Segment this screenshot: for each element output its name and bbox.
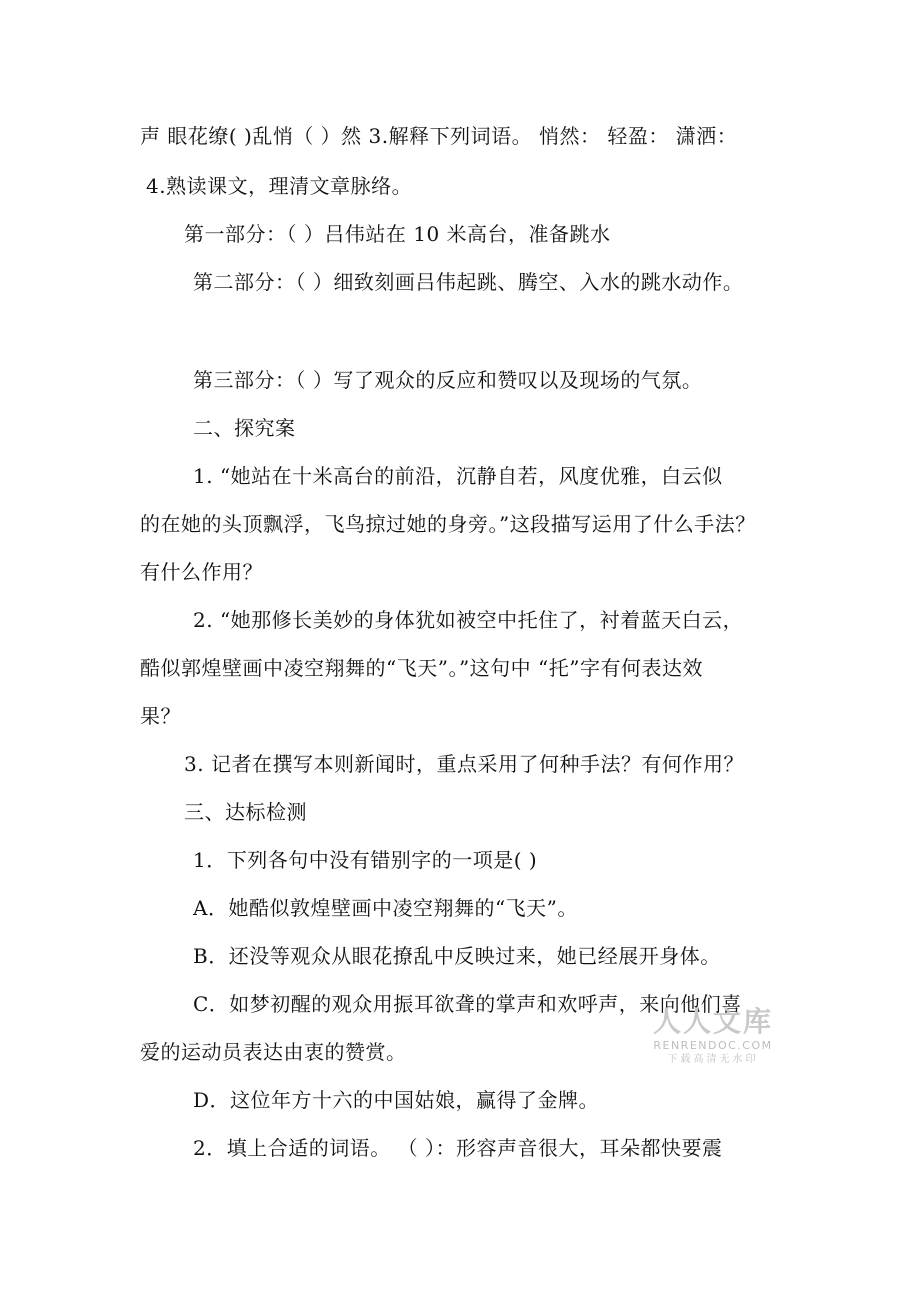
- text-line: 1．下列各句中没有错别字的一项是( ): [193, 848, 538, 872]
- section-heading: 二、探究案: [193, 416, 296, 440]
- text-line: 第二部分：（ ）细致刻画吕伟起跳、腾空、入水的跳水动作。: [193, 270, 744, 294]
- text-line: 3. 记者在撰写本则新闻时，重点采用了何种手法？有何作用？: [184, 752, 744, 776]
- watermark-logo: [648, 1005, 778, 1067]
- text-line: 爱的运动员表达由衷的赞赏。: [140, 1040, 407, 1064]
- text-line: 酷似郭煌壁画中凌空翔舞的“飞天”。”这句中 “托”字有何表达效: [140, 656, 703, 680]
- text-line: 2. “她那修长美妙的身体犹如被空中托住了，衬着蓝天白云，: [193, 608, 744, 632]
- watermark-title: 人人文库: [652, 1005, 773, 1038]
- text-line: A．她酷似敦煌壁画中凌空翔舞的“飞天”。: [193, 896, 578, 920]
- text-line: 声 眼花缭( )乱悄（ ）然 3.解释下列词语。 悄然： 轻盈： 潇洒：: [140, 124, 738, 148]
- text-line: 果？: [140, 704, 181, 728]
- text-line: B．还没等观众从眼花撩乱中反映过来，她已经展开身体。: [193, 944, 721, 968]
- text-line: 1. “她站在十米高台的前沿，沉静自若，风度优雅，白云似: [193, 464, 723, 488]
- text-line: C．如梦初醒的观众用振耳欲聋的掌声和欢呼声，来向他们喜: [193, 992, 742, 1016]
- text-line: D．这位年方十六的中国姑娘，赢得了金牌。: [193, 1088, 600, 1112]
- text-line: 第三部分：（ ）写了观众的反应和赞叹以及现场的气氛。: [193, 368, 703, 392]
- section-heading: 三、达标检测: [184, 800, 307, 824]
- text-line: 有什么作用？: [140, 560, 263, 584]
- text-line: 2．填上合适的词语。 （ ）：形容声音很大，耳朵都快要震: [193, 1136, 723, 1160]
- text-line: 4.熟读课文，理清文章脉络。: [146, 174, 413, 198]
- text-line: 第一部分：（ ）吕伟站在 10 米高台，准备跳水: [184, 222, 611, 246]
- watermark-domain: RENRENDOC.COM: [653, 1039, 773, 1052]
- text-line: 的在她的头顶飘浮，飞鸟掠过她的身旁。”这段描写运用了什么手法？: [140, 512, 756, 536]
- watermark-tagline: 下载高清无水印: [667, 1054, 759, 1065]
